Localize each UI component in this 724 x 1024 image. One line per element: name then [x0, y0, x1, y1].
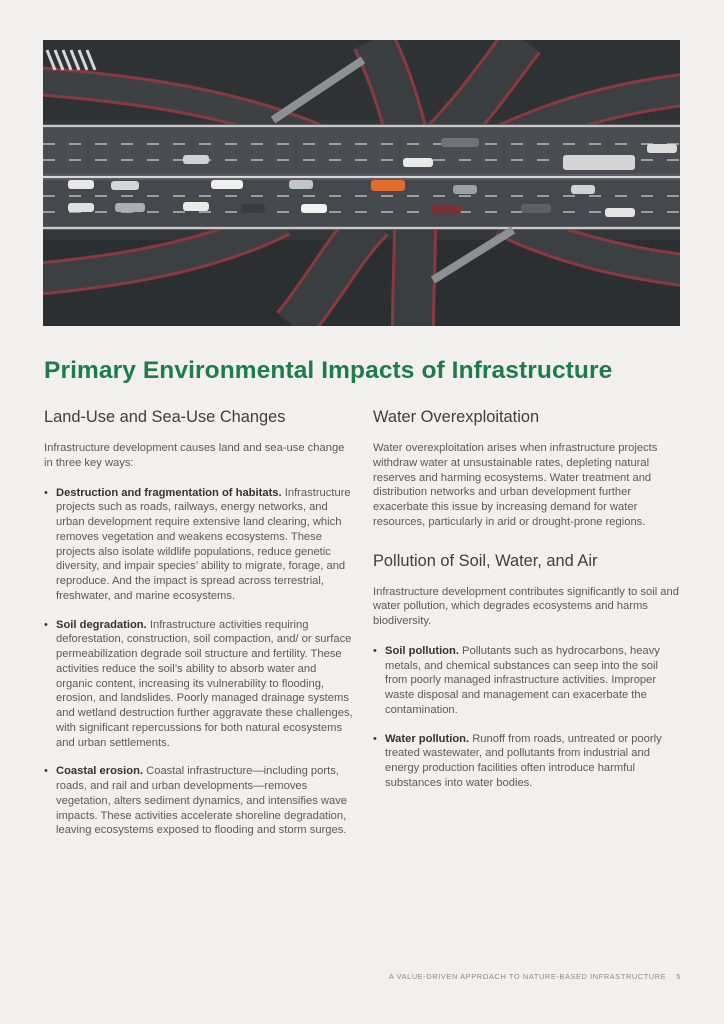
- bullet-lead: Coastal erosion.: [56, 765, 144, 778]
- page-footer: [389, 972, 681, 981]
- pollution-intro: Infrastructure development contributes significantly to soil and water pollution, which degrades ecosystems and harms biodiversity.: [373, 585, 679, 627]
- bullet-lead: Destruction and fragmentation of habitats.: [56, 486, 282, 499]
- left-column: [44, 406, 356, 838]
- bullet-lead: Water pollution.: [385, 732, 470, 745]
- bullet-text: Pollutants such as hydrocarbons, heavy metals, and chemical substances can seep into the soil from poorly managed infrastructure activities. Improper waste disposal and management can exacerbate the contamination.: [385, 644, 660, 716]
- bullet-soil-degradation: [44, 618, 356, 751]
- bullet-lead: Soil pollution.: [385, 644, 459, 657]
- pollution-bullet-list: [373, 644, 679, 791]
- water-overexploitation-text: Water overexploitation arises when infrastructure projects withdraw water at unsustainable rates, depleting natural reserves and harming ecosystems. Water treatment and distribution networks and urban development further exacerbate this issue by increasing demand for water resources, particularly in arid or drought-prone regions.: [373, 442, 658, 528]
- highway-interchange-image: [43, 40, 680, 326]
- bullet-lead: Soil degradation.: [56, 618, 147, 631]
- bullet-habitat-destruction: [44, 486, 356, 604]
- running-title: A VALUE-DRIVEN APPROACH TO NATURE-BASED INFRASTRUCTURE: [388, 972, 667, 981]
- hero-photo: [43, 40, 680, 326]
- right-column: [373, 406, 679, 791]
- bullet-text: Coastal infrastructure—including ports, roads, and rail and urban developments—removes vegetation, alters sediment dynamics, and intensifies wave impacts. These activities accelerate shoreline degradation, leaving ecosystems exposed to flooding and storm surges.: [56, 765, 348, 837]
- section-heading-land-use: Land-Use and Sea-Use Changes: [44, 408, 286, 426]
- land-use-intro: Infrastructure development causes land and sea-use change in three key ways:: [44, 442, 345, 469]
- page-title: Primary Environmental Impacts of Infrastructure: [44, 357, 613, 384]
- bullet-soil-pollution: [373, 644, 679, 718]
- bullet-water-pollution: [373, 732, 679, 791]
- page-number: 5: [676, 972, 681, 981]
- bullet-coastal-erosion: [44, 764, 356, 838]
- section-heading-water-overexploitation: Water Overexploitation: [373, 408, 540, 426]
- bullet-text: Infrastructure projects such as roads, railways, energy networks, and urban development require extensive land clearing, which removes vegetation and weakens ecosystems. These projects also isolate wildlife populations, reduce genetic diversity, and impair species’ ability to migrate, forage, and reproduce. And the impact is spread across terrestrial, freshwater, and marine ecosystems.: [56, 486, 351, 602]
- land-use-bullet-list: [44, 486, 356, 839]
- bullet-text: Infrastructure activities requiring deforestation, construction, soil compaction, and/ or surface permeabilization degrade soil structure and fertility. These activities reduce the soil’s ability to absorb water and organic content, increasing its vulnerability to flooding, erosion, and landslides. Poorly managed drainage systems and wetland destruction further aggravate these challenges, with significant repercussions for both natural ecosystems and urban settlements.: [56, 618, 353, 749]
- bullet-text: Runoff from roads, untreated or poorly treated wastewater, and pollutants from industrial and energy production facilities often introduce harmful substances into water bodies.: [385, 732, 662, 789]
- section-heading-pollution: Pollution of Soil, Water, and Air: [373, 551, 598, 570]
